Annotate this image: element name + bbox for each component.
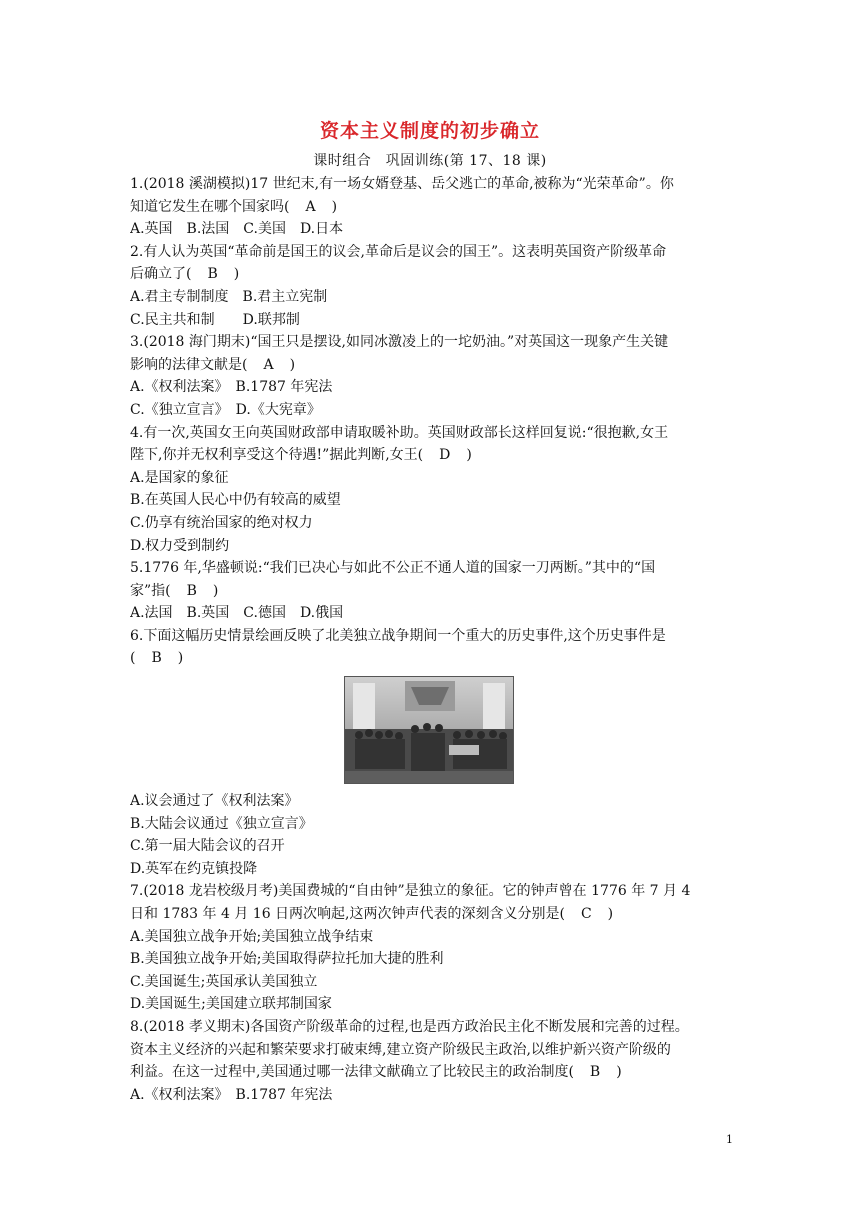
question-option-line: A.君主专制制度 B.君主立宪制	[130, 288, 328, 305]
question-stem-text: 7.(2018 龙岩校级月考)美国费城的“自由钟”是独立的象征。它的钟声曾在 1776 年 7 月 4	[130, 883, 691, 900]
question-stem-text: 资本主义经济的兴起和繁荣要求打破束缚,建立资产阶级民主政治,以维护新兴资产阶级的	[130, 1041, 671, 1058]
question-option-line: D.英军在约克镇投降	[130, 860, 258, 877]
question-option-line: D.美国诞生;美国建立联邦制国家	[130, 996, 332, 1013]
question-stem-line	[130, 331, 734, 354]
question-option-line: C.美国诞生;英国承认美国独立	[130, 973, 318, 990]
question-6	[130, 625, 734, 881]
question-stem-text: 家”指(	[130, 582, 171, 599]
question-stem-text: 6.下面这幅历史情景绘画反映了北美独立战争期间一个重大的历史事件,这个历史事件是	[130, 627, 666, 644]
question-stem-text: 5.1776 年,华盛顿说:“我们已决心与如此不公正不通人道的国家一刀两断。”其中的“国	[130, 560, 656, 577]
question-stem-line: 后确立了( B )	[130, 263, 734, 286]
question-stem-text: 1.(2018 溪湖模拟)17 世纪末,有一场女婿登基、岳父逃亡的革命,被称为“光荣革命”。你	[130, 176, 674, 192]
answer-letter: D	[439, 447, 451, 464]
question-option-line: A.议会通过了《权利法案》	[130, 793, 299, 810]
question-stem-line	[130, 557, 734, 580]
page-number: 1	[726, 1133, 733, 1146]
question-option-line: C.仍享有统治国家的绝对权力	[130, 514, 313, 531]
question-stem-line	[130, 880, 734, 903]
page-title: 资本主义制度的初步确立	[319, 120, 540, 142]
answer-letter: B	[207, 266, 218, 283]
answer-letter: B	[151, 650, 162, 667]
question-option-line: B.大陆会议通过《独立宣言》	[130, 815, 313, 832]
question-option-line: A.法国 B.英国 C.德国 D.俄国	[130, 605, 344, 622]
question-stem-line	[130, 625, 734, 648]
question-stem-line	[130, 241, 734, 264]
question-stem-line: 日和 1783 年 4 月 16 日两次响起,这两次钟声代表的深刻含义分别是( C )	[130, 903, 734, 926]
question-1	[130, 173, 734, 241]
question-stem-line: 陛下,你并无权利享受这个待遇!”据此判断,女王( D )	[130, 444, 734, 467]
question-4	[130, 422, 734, 558]
question-3	[130, 331, 734, 421]
question-stem-line	[130, 173, 734, 196]
question-option-line: B.在英国人民心中仍有较高的威望	[130, 492, 341, 509]
question-stem-line	[130, 1016, 734, 1039]
question-stem-line: 知道它发生在哪个国家吗( A )	[130, 196, 734, 219]
question-stem-line: 影响的法律文献是( A )	[130, 354, 734, 377]
question-stem-text: 2.有人认为英国“革命前是国王的议会,革命后是议会的国王”。这表明英国资产阶级革命	[130, 243, 667, 260]
declaration-painting-icon	[345, 677, 513, 783]
answer-letter: B	[589, 1064, 601, 1081]
question-stem-text: 知道它发生在哪个国家吗(	[130, 198, 290, 215]
question-stem-text: (	[130, 650, 136, 667]
question-8	[130, 1016, 734, 1106]
page-subtitle: 课时组合 巩固训练(第 17、18 课)	[313, 153, 547, 169]
question-5	[130, 557, 734, 625]
question-stem-line	[130, 422, 734, 445]
question-option-line: A.《权利法案》 B.1787 年宪法	[130, 379, 333, 396]
question-option-line: C.《独立宣言》 D.《大宪章》	[130, 401, 321, 418]
question-stem-text: 影响的法律文献是(	[130, 356, 248, 373]
question-stem-line: ( B )	[130, 647, 734, 670]
question-option-line: A.《权利法案》 B.1787 年宪法	[130, 1086, 333, 1103]
question-stem-text: 利益。在这一过程中,美国通过哪一法律文献确立了比较民主的政治制度(	[130, 1064, 574, 1081]
question-option-line: D.权力受到制约	[130, 537, 230, 554]
history-painting-image	[344, 676, 514, 784]
answer-letter: B	[186, 582, 197, 599]
question-option-line: A.美国独立战争开始;美国独立战争结束	[130, 928, 374, 945]
question-2	[130, 241, 734, 331]
question-stem-line: 利益。在这一过程中,美国通过哪一法律文献确立了比较民主的政治制度( B )	[130, 1061, 734, 1084]
question-stem-text: 陛下,你并无权利享受这个待遇!”据此判断,女王(	[130, 447, 424, 464]
question-option-line: A.是国家的象征	[130, 469, 229, 486]
question-stem-text: 3.(2018 海门期末)“国王只是摆设,如同冰激凌上的一坨奶油。”对英国这一现象产生关键	[130, 334, 669, 351]
question-option-line: C.民主共和制 D.联邦制	[130, 311, 300, 328]
question-option-line: B.美国独立战争开始;美国取得萨拉托加大捷的胜利	[130, 951, 444, 968]
answer-letter: C	[580, 906, 592, 923]
question-option-line: C.第一届大陆会议的召开	[130, 838, 285, 855]
question-7	[130, 880, 734, 1016]
question-stem-line	[130, 1039, 734, 1062]
question-stem-line: 家”指( B )	[130, 580, 734, 603]
question-option-line: A.英国 B.法国 C.美国 D.日本	[130, 221, 344, 238]
answer-letter: A	[305, 198, 316, 215]
answer-letter: A	[263, 356, 274, 373]
question-stem-text: 后确立了(	[130, 266, 192, 283]
question-stem-text: 8.(2018 孝义期末)各国资产阶级革命的过程,也是西方政治民主化不断发展和完善的过程。	[130, 1019, 689, 1035]
question-list	[130, 173, 734, 1106]
question-stem-text: 日和 1783 年 4 月 16 日两次响起,这两次钟声代表的深刻含义分别是(	[130, 906, 565, 923]
question-stem-text: 4.有一次,英国女王向英国财政部申请取暖补助。英国财政部长这样回复说:“很抱歉,女王	[130, 424, 669, 441]
